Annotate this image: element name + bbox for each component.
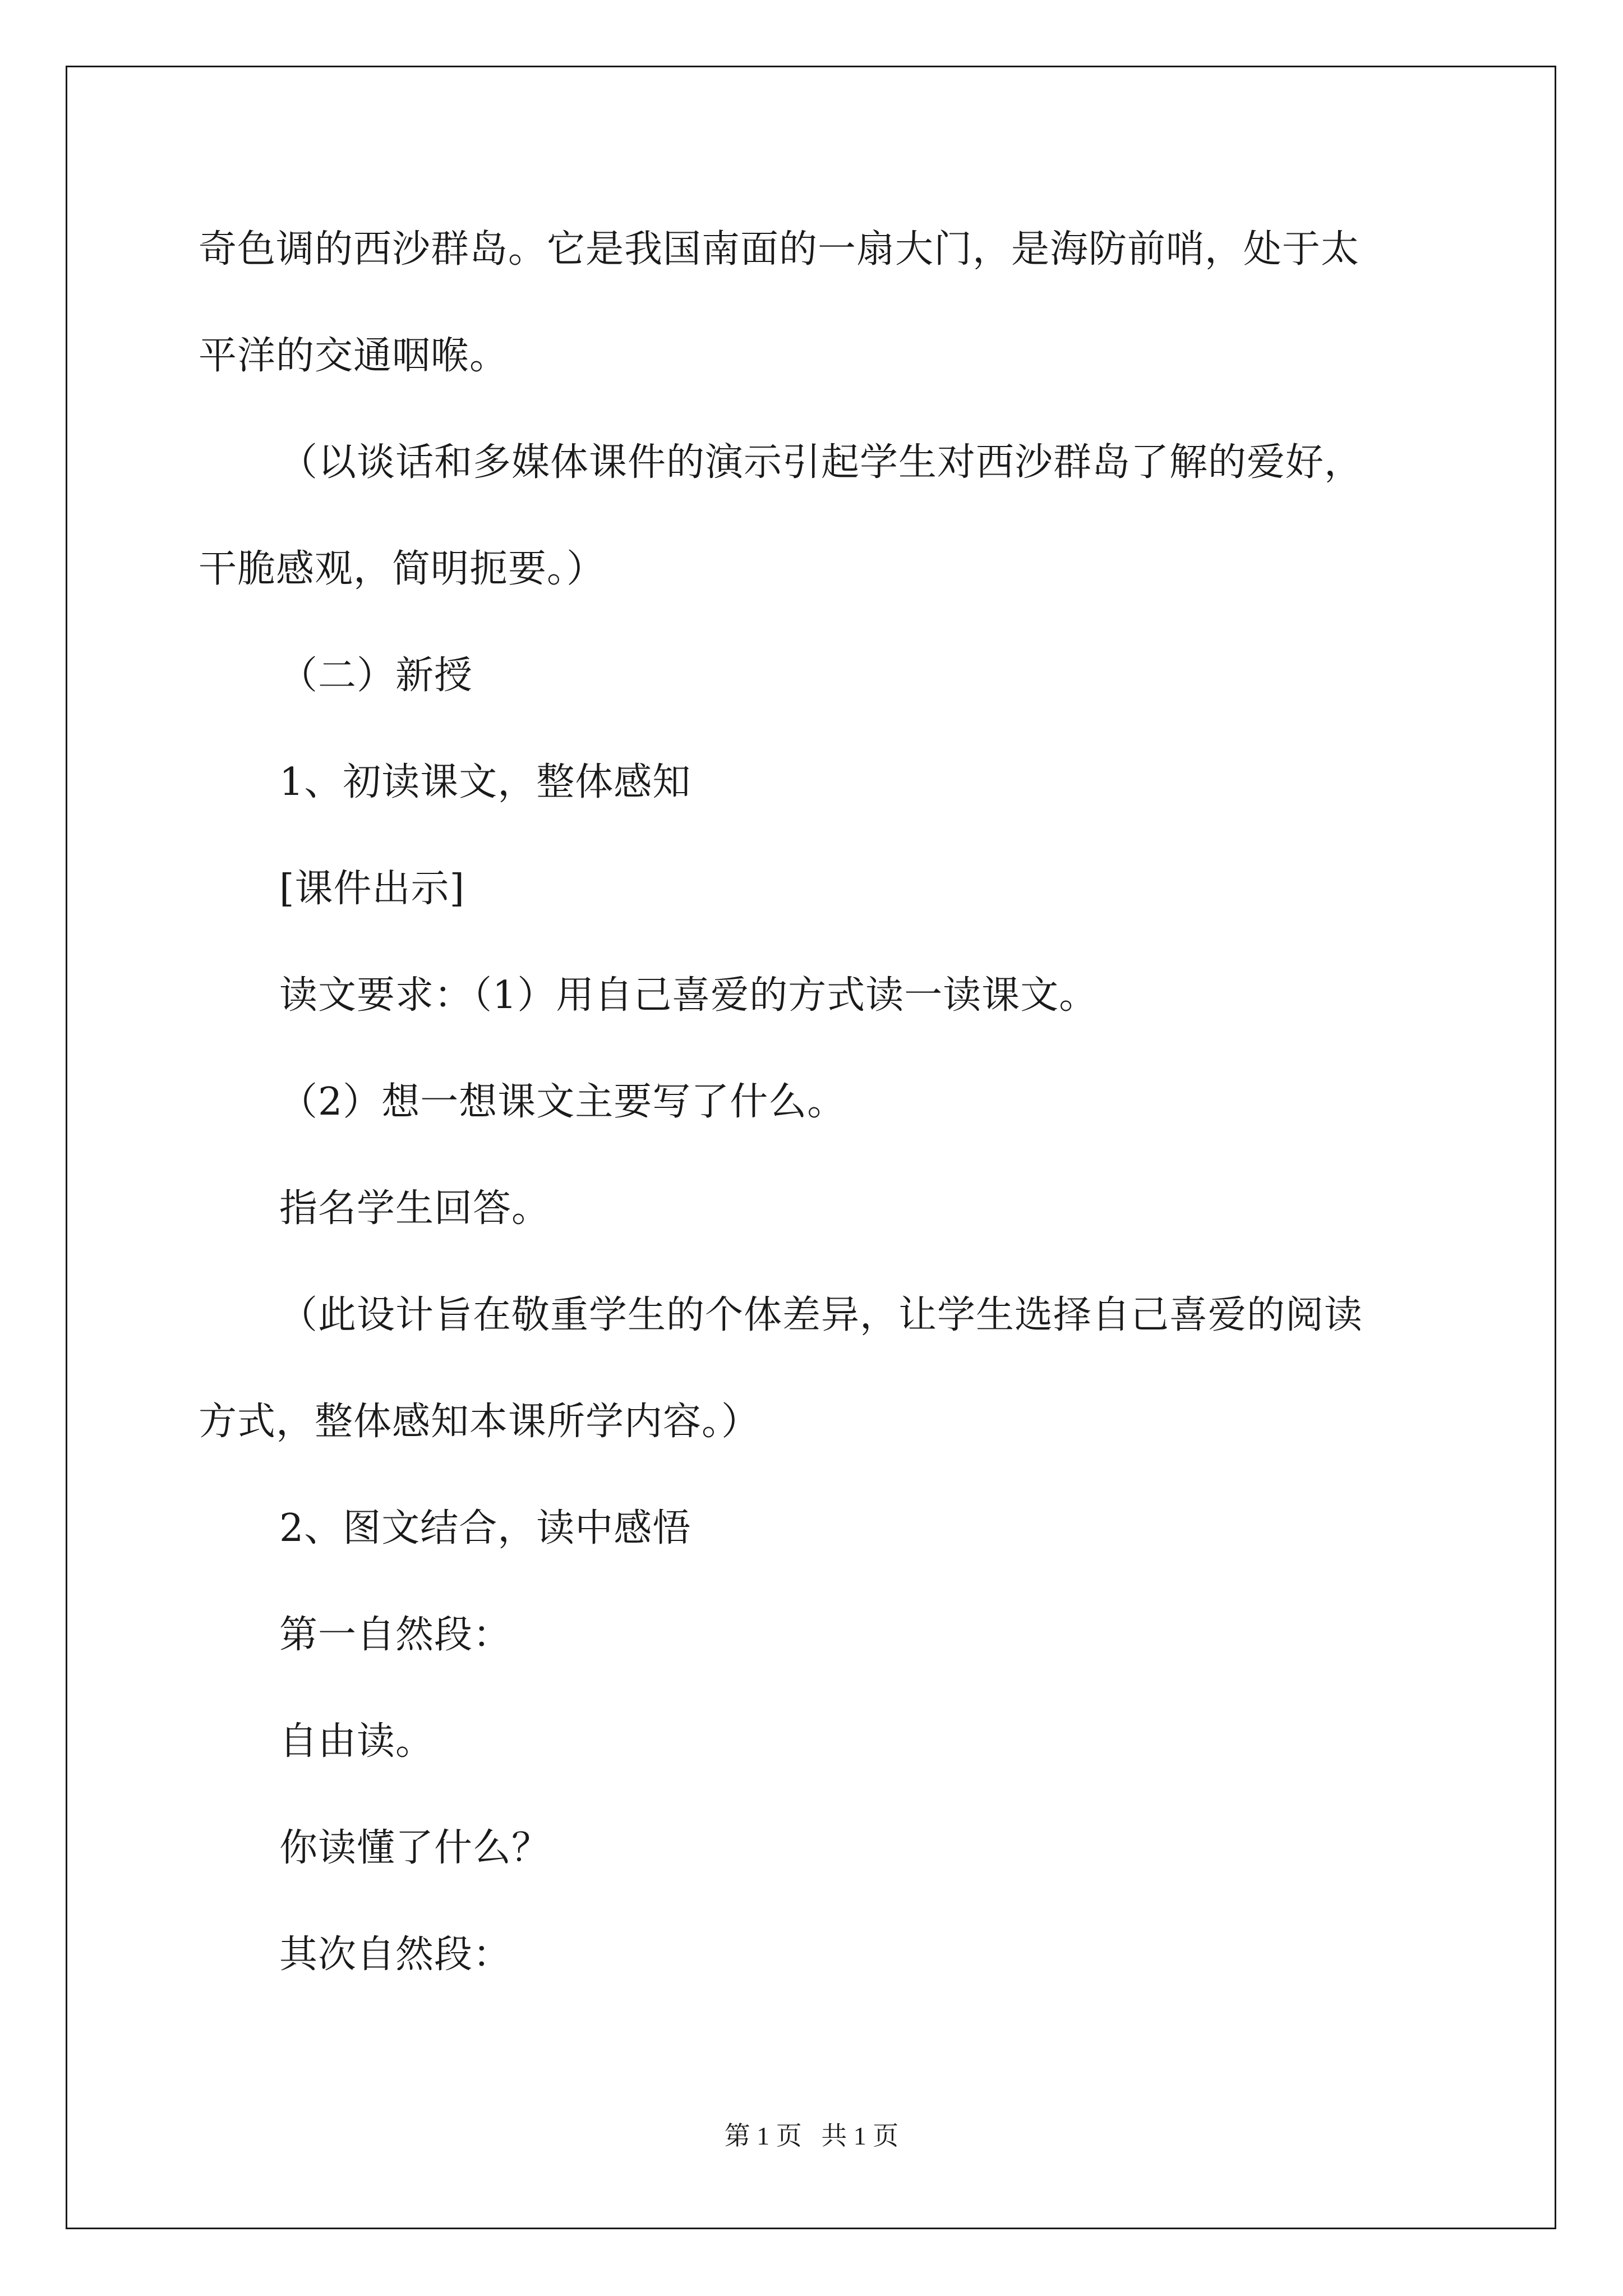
- text-line: （以谈话和多媒体课件的演示引起学生对西沙群岛了解的爱好，: [279, 440, 1363, 485]
- subsection-heading: 2、图文结合，读中感悟: [279, 1506, 691, 1550]
- subsection-heading: 1、初读课文，整体感知: [279, 760, 691, 804]
- text-line: 指名学生回答。: [279, 1186, 551, 1231]
- page-number-footer: 第 1 页 共 1 页: [724, 2122, 899, 2150]
- page-border: [66, 66, 1556, 2229]
- text-line: 其次自然段：: [279, 1932, 512, 1977]
- text-line: 干脆感观，简明扼要。）: [199, 547, 606, 591]
- text-line: （此设计旨在敬重学生的个体差异，让学生选择自己喜爱的阅读: [279, 1293, 1363, 1337]
- text-line: 平洋的交通咽喉。: [199, 334, 509, 378]
- text-line: 第一自然段：: [279, 1613, 512, 1657]
- text-line: 读文要求：（1）用自己喜爱的方式读一读课文。: [279, 973, 1098, 1018]
- text-line: 奇色调的西沙群岛。它是我国南面的一扇大门，是海防前哨，处于太: [199, 227, 1360, 272]
- text-line: 你读懂了什么？: [279, 1826, 551, 1870]
- section-heading: （二）新授: [279, 654, 473, 698]
- text-line: （2）想一想课文主要写了什么。: [279, 1080, 846, 1124]
- text-line: 方式，整体感知本课所学内容。）: [199, 1400, 760, 1444]
- text-line: 自由读。: [279, 1719, 435, 1764]
- text-line: [课件出示]: [279, 867, 465, 911]
